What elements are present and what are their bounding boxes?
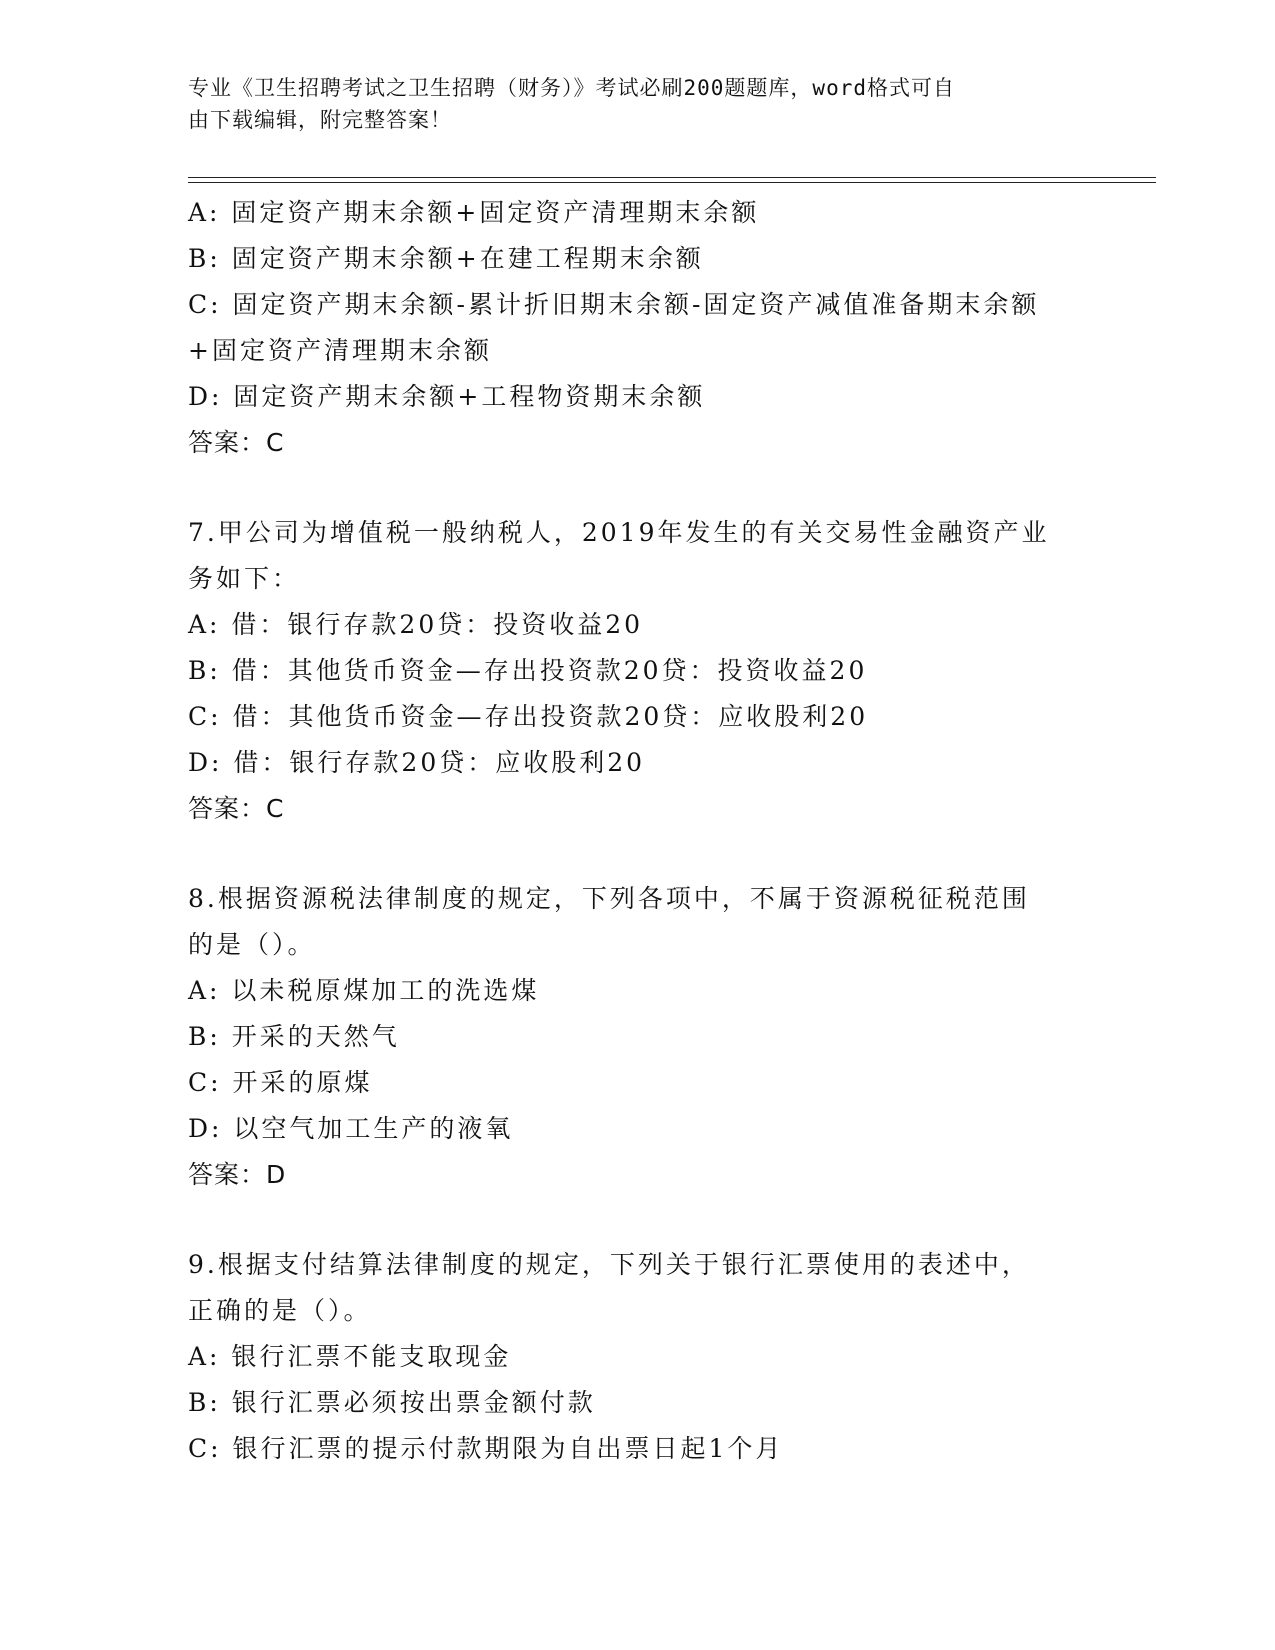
question-7-option-a: A: 借：银行存款20贷：投资收益20 <box>188 610 644 639</box>
question-8-option-d: D: 以空气加工生产的液氧 <box>188 1114 514 1143</box>
question-8-stem-line-2: 的是（）。 <box>188 930 316 959</box>
question-8-option-c: C: 开采的原煤 <box>188 1068 373 1097</box>
question-9-option-c: C: 银行汇票的提示付款期限为自出票日起1个月 <box>188 1434 784 1463</box>
header-line-2: 由下载编辑，附完整答案！ <box>188 108 452 132</box>
question-8-option-a: A: 以未税原煤加工的洗选煤 <box>188 976 540 1005</box>
question-7-stem-line-2: 务如下： <box>188 564 301 593</box>
question-6-answer: 答案：C <box>188 428 285 457</box>
header-divider-bottom <box>188 182 1156 183</box>
question-8-option-b: B: 开采的天然气 <box>188 1022 400 1051</box>
question-7-option-b: B: 借：其他货币资金—存出投资款20贷：投资收益20 <box>188 656 868 685</box>
question-7-option-d: D: 借：银行存款20贷：应收股利20 <box>188 748 646 777</box>
question-7-stem-line-1: 7.甲公司为增值税一般纳税人，2019年发生的有关交易性金融资产业 <box>188 518 1050 547</box>
question-9-option-b: B: 银行汇票必须按出票金额付款 <box>188 1388 596 1417</box>
question-7-answer: 答案：C <box>188 794 285 823</box>
spacer <box>188 466 1108 510</box>
question-9 <box>188 1242 1108 1472</box>
question-list <box>188 190 1108 1472</box>
question-7 <box>188 510 1108 832</box>
question-6-option-a: A: 固定资产期末余额+固定资产清理期末余额 <box>188 198 760 227</box>
header-divider-top <box>188 177 1156 178</box>
spacer <box>188 832 1108 876</box>
question-6-option-d: D: 固定资产期末余额+工程物资期末余额 <box>188 382 706 411</box>
question-9-option-a: A: 银行汇票不能支取现金 <box>188 1342 512 1371</box>
question-6-option-c: C: 固定资产期末余额-累计折旧期末余额-固定资产减值准备期末余额 <box>188 290 1040 319</box>
question-9-stem-line-1: 9.根据支付结算法律制度的规定，下列关于银行汇票使用的表述中， <box>188 1250 1030 1279</box>
question-6 <box>188 190 1108 466</box>
header-line-1: 专业《卫生招聘考试之卫生招聘（财务）》考试必刷200题题库，word格式可自 <box>188 76 955 100</box>
question-8 <box>188 876 1108 1198</box>
document-header <box>188 72 1068 136</box>
question-6-option-c-continued: +固定资产清理期末余额 <box>188 336 492 365</box>
question-6-option-b: B: 固定资产期末余额+在建工程期末余额 <box>188 244 704 273</box>
question-8-stem-line-1: 8.根据资源税法律制度的规定，下列各项中，不属于资源税征税范围 <box>188 884 1030 913</box>
spacer <box>188 1198 1108 1242</box>
question-9-stem-line-2: 正确的是（）。 <box>188 1296 372 1325</box>
question-7-option-c: C: 借：其他货币资金—存出投资款20贷：应收股利20 <box>188 702 869 731</box>
question-8-answer: 答案：D <box>188 1160 287 1189</box>
